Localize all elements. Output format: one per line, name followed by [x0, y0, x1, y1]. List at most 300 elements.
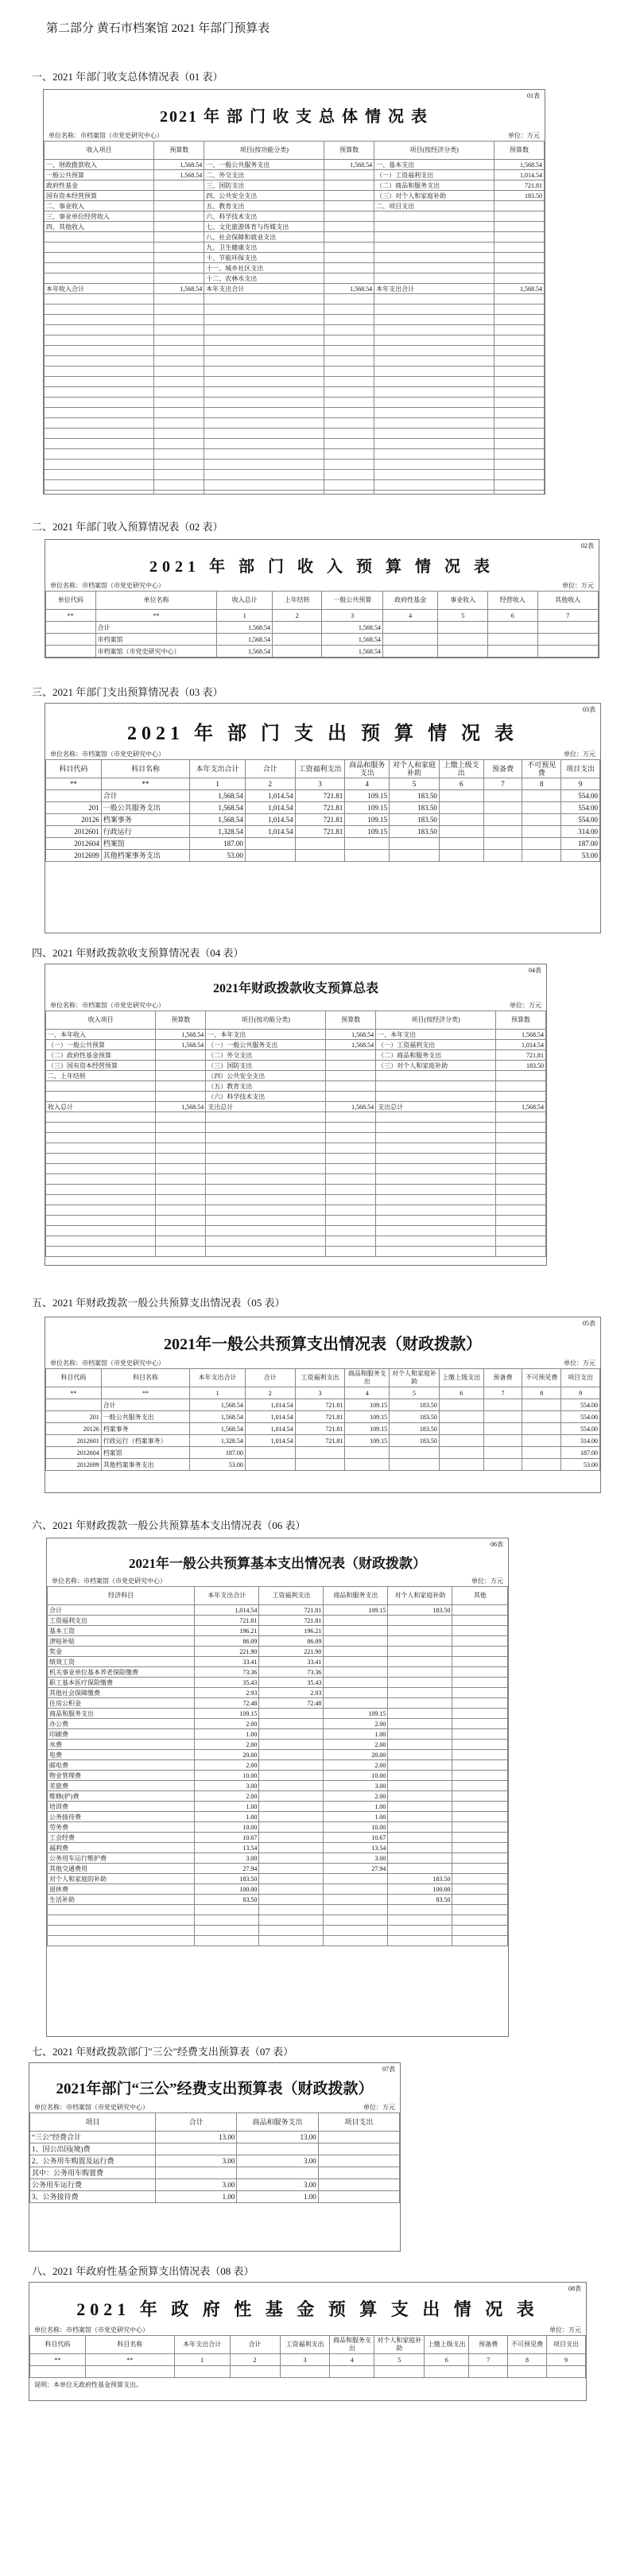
table-cell: 培训费	[48, 1802, 195, 1812]
empty-cell	[156, 1133, 206, 1143]
table-cell: 一、一般公共服务支出	[204, 160, 324, 170]
table-cell	[45, 242, 154, 253]
table-cell: 109.15	[195, 1709, 259, 1719]
table-cell	[382, 634, 438, 646]
table-cell	[388, 1750, 452, 1760]
empty-cell	[324, 1905, 388, 1915]
column-header: 项目	[30, 2113, 156, 2132]
table-cell: 1.00	[195, 1729, 259, 1740]
table-cell	[496, 1092, 546, 1102]
empty-cell	[154, 315, 204, 325]
table-cell: 187.00	[190, 1447, 246, 1459]
empty-cell	[374, 305, 494, 315]
empty-cell	[206, 1123, 326, 1133]
table-cell: 5	[390, 1387, 440, 1399]
empty-cell	[324, 387, 374, 398]
column-header: 预算数	[156, 1011, 206, 1030]
table-cell: 1,568.54	[217, 634, 273, 646]
table-row	[45, 180, 545, 191]
table-cell: 10.00	[324, 1822, 388, 1833]
empty-cell	[496, 1143, 546, 1154]
table-cell	[388, 1812, 452, 1822]
empty-cell	[206, 1205, 326, 1216]
table-row	[45, 191, 545, 201]
table-row	[48, 1781, 508, 1791]
table-cell: 1,014.54	[195, 1605, 259, 1616]
empty-row	[45, 449, 545, 460]
table-cell: 7	[483, 1387, 522, 1399]
empty-cell	[206, 1236, 326, 1247]
table-cell	[324, 222, 374, 232]
empty-cell	[494, 367, 545, 377]
table-cell: 1,568.54	[324, 284, 374, 294]
table-cell: 一、本年支出	[206, 1030, 326, 1040]
empty-cell	[154, 408, 204, 418]
table-row	[46, 1423, 600, 1435]
table-row	[46, 1040, 546, 1050]
column-header: 收入项目	[46, 1011, 156, 1030]
table-cell	[494, 253, 545, 263]
table-cell	[522, 1423, 561, 1435]
empty-row	[48, 1936, 508, 1946]
table-cell	[318, 2155, 399, 2167]
column-header: 收入项目	[45, 142, 154, 160]
empty-cell	[374, 398, 494, 408]
header-row	[46, 1011, 546, 1030]
empty-cell	[494, 480, 545, 491]
table-cell	[522, 1447, 561, 1459]
table-title: 2021 年 部 门 收 入 预 算 情 况 表	[149, 558, 494, 576]
empty-cell	[154, 470, 204, 480]
column-header: 预备费	[483, 760, 522, 778]
table-cell: 档案事务	[101, 814, 190, 826]
table-cell: 档案事务	[101, 1423, 190, 1435]
table-cell	[259, 1833, 324, 1843]
empty-cell	[326, 1143, 376, 1154]
table-cell	[522, 1459, 561, 1471]
table-cell	[324, 1698, 388, 1709]
table-cell: 一、基本支出	[374, 160, 494, 170]
table-cell: 721.81	[295, 826, 345, 838]
table-cell	[46, 1092, 156, 1102]
table-row	[46, 1092, 546, 1102]
empty-cell	[154, 346, 204, 356]
empty-row	[46, 1143, 546, 1154]
column-header: 一般公共预算	[322, 592, 382, 610]
empty-row	[45, 367, 545, 377]
empty-cell	[156, 1205, 206, 1216]
table-cell: 1,568.54	[322, 634, 382, 646]
empty-row	[45, 356, 545, 367]
table-cell: 1,014.54	[496, 1040, 546, 1050]
unit-measure: 单位：万元	[562, 582, 594, 589]
empty-cell	[154, 429, 204, 439]
table-cell: 对个人和家庭的补助	[48, 1874, 195, 1884]
table-cell: 6	[439, 1387, 483, 1399]
table-cell: （三）对个人和家庭补助	[374, 191, 494, 201]
table-cell: **	[101, 1387, 190, 1399]
empty-cell	[154, 449, 204, 460]
table-cell: 721.81	[295, 1435, 345, 1447]
table-cell	[439, 1423, 483, 1435]
table-cell	[388, 1719, 452, 1729]
empty-cell	[154, 480, 204, 491]
column-header: 预备费	[469, 2336, 508, 2354]
empty-row	[45, 398, 545, 408]
empty-cell	[374, 315, 494, 325]
table-row	[46, 790, 600, 802]
table-title: 2021 年 部 门 收 支 总 体 情 况 表	[160, 108, 429, 126]
table-row	[46, 814, 600, 826]
table-cell: 3.00	[156, 2179, 237, 2191]
empty-cell	[206, 1185, 326, 1195]
table-cell: 劳务费	[48, 1822, 195, 1833]
table-cell	[388, 1647, 452, 1657]
table-row	[48, 1626, 508, 1636]
table-cell	[245, 1447, 295, 1459]
unit-measure: 单位：万元	[508, 132, 540, 139]
table-cell: 2.00	[195, 1791, 259, 1802]
table-cell: 109.15	[324, 1605, 388, 1616]
table-row	[48, 1719, 508, 1729]
table-cell	[537, 634, 598, 646]
table-cell: 工会经费	[48, 1833, 195, 1843]
table-02-block	[45, 539, 599, 658]
table-cell: 183.50	[390, 790, 440, 802]
table-cell	[388, 1843, 452, 1853]
empty-cell	[45, 336, 154, 346]
empty-cell	[496, 1154, 546, 1164]
table-cell: （三）对个人和家庭补助	[376, 1061, 496, 1071]
table-cell	[295, 838, 345, 850]
empty-cell	[154, 377, 204, 387]
table-row	[45, 274, 545, 284]
table-cell	[452, 1698, 508, 1709]
empty-cell	[376, 1226, 496, 1236]
table-row	[45, 160, 545, 170]
empty-cell	[45, 377, 154, 387]
table-row	[46, 838, 600, 850]
table-row	[46, 646, 599, 658]
table-cell	[487, 646, 537, 658]
empty-row	[46, 1236, 546, 1247]
table-cell	[452, 1874, 508, 1884]
table-cell: **	[46, 778, 102, 790]
empty-cell	[206, 1164, 326, 1174]
table-cell: 183.50	[390, 826, 440, 838]
table-cell: 其他交通费用	[48, 1864, 195, 1874]
table-cell	[156, 2167, 237, 2179]
empty-cell	[46, 1247, 156, 1257]
empty-cell	[374, 491, 494, 495]
column-header: 合计	[156, 2113, 237, 2132]
empty-cell	[324, 294, 374, 305]
table-cell	[483, 1411, 522, 1423]
table-cell: （二）政府性基金预算	[46, 1050, 156, 1061]
table-cell	[439, 1435, 483, 1447]
table-cell: 5	[438, 610, 488, 622]
table-cell: 7	[537, 610, 598, 622]
table-cell: 2.00	[324, 1760, 388, 1771]
empty-row	[30, 2366, 586, 2378]
table-cell: 1	[217, 610, 273, 622]
table-cell	[156, 1092, 206, 1102]
empty-cell	[156, 1247, 206, 1257]
table-row	[45, 263, 545, 274]
table-cell: 1,568.54	[217, 622, 273, 634]
empty-cell	[496, 1112, 546, 1123]
table-row	[48, 1729, 508, 1740]
table-cell: 八、社会保障和就业支出	[204, 232, 324, 242]
column-header: 工资福利支出	[295, 1369, 345, 1387]
empty-cell	[45, 346, 154, 356]
table-cell: 维修(护)费	[48, 1791, 195, 1802]
empty-cell	[154, 439, 204, 449]
table-cell: 2012699	[46, 1459, 102, 1471]
column-header: 本年支出合计	[190, 1369, 246, 1387]
empty-cell	[376, 1195, 496, 1205]
table-cell: 1,568.54	[190, 1423, 246, 1435]
table-cell	[452, 1750, 508, 1760]
empty-cell	[206, 1133, 326, 1143]
empty-cell	[156, 1195, 206, 1205]
empty-row	[46, 1185, 546, 1195]
table-cell: 2.00	[195, 1740, 259, 1750]
table-cell	[452, 1740, 508, 1750]
empty-cell	[326, 1123, 376, 1133]
empty-cell	[326, 1247, 376, 1257]
table-cell: 1,568.54	[190, 802, 246, 814]
table-cell: 3.00	[237, 2179, 318, 2191]
column-header: 本年支出合计	[190, 760, 246, 778]
table-cell	[388, 1791, 452, 1802]
table-cell: （五）教育支出	[206, 1081, 326, 1092]
table-cell: 721.81	[259, 1616, 324, 1626]
empty-cell	[494, 470, 545, 480]
table-cell	[452, 1884, 508, 1895]
table-cell	[324, 201, 374, 211]
table-cell	[237, 2143, 318, 2155]
column-header: 预算数	[494, 142, 545, 160]
table-row	[48, 1771, 508, 1781]
table-cell	[259, 1771, 324, 1781]
table-row	[45, 222, 545, 232]
empty-cell	[259, 1936, 324, 1946]
table-06-block	[46, 1538, 509, 2037]
empty-row	[45, 480, 545, 491]
table-cell	[376, 1092, 496, 1102]
empty-cell	[494, 449, 545, 460]
table-row	[48, 1822, 508, 1833]
empty-cell	[154, 491, 204, 495]
table-cell: （一）一般公共服务支出	[206, 1040, 326, 1050]
empty-row	[45, 305, 545, 315]
empty-cell	[156, 1236, 206, 1247]
table-cell: 2012601	[46, 826, 102, 838]
table-cell	[452, 1678, 508, 1688]
table-row	[46, 1071, 546, 1081]
table-cell: 五、教育支出	[204, 201, 324, 211]
table-cell: 13.00	[156, 2132, 237, 2143]
table-cell	[259, 1709, 324, 1719]
empty-cell	[326, 1205, 376, 1216]
column-header: 商品和服务支出	[324, 1587, 388, 1605]
table-cell: 9	[561, 778, 600, 790]
empty-cell	[388, 1936, 452, 1946]
form-number: 07表	[382, 2066, 395, 2073]
table-row	[46, 1102, 546, 1112]
table-cell: 3.00	[195, 1853, 259, 1864]
table-cell: 一、财政拨款收入	[45, 160, 154, 170]
table-cell	[388, 1709, 452, 1719]
table-cell	[452, 1822, 508, 1833]
table-cell	[452, 1791, 508, 1802]
table-cell	[259, 1750, 324, 1760]
table-cell: 183.50	[388, 1874, 452, 1884]
column-header: 对个人和家庭补助	[390, 1369, 440, 1387]
table-row	[45, 170, 545, 180]
empty-cell	[324, 460, 374, 470]
table-cell: 2012699	[46, 850, 102, 862]
table-cell: （六）科学技术支出	[206, 1092, 326, 1102]
table-cell: 基本工资	[48, 1626, 195, 1636]
table-cell: 1,568.54	[217, 646, 273, 658]
table-cell: 13.54	[195, 1843, 259, 1853]
table-cell	[390, 1459, 440, 1471]
empty-cell	[195, 1926, 259, 1936]
table-cell: 三、事业单位经营收入	[45, 211, 154, 222]
empty-cell	[230, 2366, 280, 2378]
empty-cell	[388, 1905, 452, 1915]
empty-cell	[204, 315, 324, 325]
table-cell: 1,014.54	[245, 814, 295, 826]
empty-row	[45, 460, 545, 470]
table-cell: 四、其他收入	[45, 222, 154, 232]
table-cell: 5	[390, 778, 440, 790]
table-cell	[388, 1740, 452, 1750]
table-row	[46, 634, 599, 646]
table-row	[46, 1081, 546, 1092]
table-cell: 一、本年收入	[46, 1030, 156, 1040]
empty-cell	[496, 1133, 546, 1143]
empty-cell	[45, 408, 154, 418]
table-cell: （四）公共安全支出	[206, 1071, 326, 1081]
table-cell: 187.00	[190, 838, 246, 850]
table-cell: 83.50	[388, 1895, 452, 1905]
table-cell: 554.00	[561, 1411, 600, 1423]
table-05	[45, 1368, 600, 1471]
table-cell: 职工基本医疗保险缴费	[48, 1678, 195, 1688]
empty-cell	[376, 1143, 496, 1154]
table-cell: 2	[230, 2354, 280, 2366]
table-cell	[390, 850, 440, 862]
table-cell	[439, 1459, 483, 1471]
table-cell	[452, 1626, 508, 1636]
table-cell	[237, 2167, 318, 2179]
table-cell	[388, 1822, 452, 1833]
table-cell: 10.00	[195, 1771, 259, 1781]
header-row	[30, 2336, 586, 2354]
empty-cell	[326, 1195, 376, 1205]
column-header: 项目支出	[561, 760, 600, 778]
table-cell	[483, 1447, 522, 1459]
empty-cell	[204, 387, 324, 398]
section-heading-03: 三、2021 年部门支出预算情况表（03 表）	[32, 686, 223, 698]
table-row	[48, 1657, 508, 1667]
empty-cell	[324, 325, 374, 336]
table-meta	[45, 581, 599, 591]
table-07	[29, 2112, 400, 2203]
table-cell: 本年支出合计	[204, 284, 324, 294]
empty-cell	[46, 1236, 156, 1247]
empty-cell	[376, 1205, 496, 1216]
table-cell	[390, 1447, 440, 1459]
column-header: 项目支出	[546, 2336, 585, 2354]
table-cell: 1,568.54	[190, 790, 246, 802]
table-cell	[45, 232, 154, 242]
table-row	[45, 284, 545, 294]
table-cell: 九、卫生健康支出	[204, 242, 324, 253]
empty-cell	[374, 356, 494, 367]
empty-cell	[326, 1185, 376, 1195]
table-cell: 差旅费	[48, 1781, 195, 1791]
table-cell	[439, 1399, 483, 1411]
table-cell: 9	[546, 2354, 585, 2366]
empty-cell	[494, 439, 545, 449]
empty-cell	[324, 346, 374, 356]
empty-cell	[374, 408, 494, 418]
header-row	[46, 1369, 600, 1387]
table-cell: （三）国防支出	[206, 1061, 326, 1071]
empty-cell	[30, 2366, 86, 2378]
empty-cell	[206, 1216, 326, 1226]
empty-cell	[195, 1915, 259, 1926]
empty-cell	[494, 460, 545, 470]
table-cell	[452, 1636, 508, 1647]
table-cell: 100.00	[388, 1884, 452, 1895]
empty-row	[46, 1112, 546, 1123]
empty-cell	[376, 1123, 496, 1133]
table-row	[46, 1411, 600, 1423]
table-cell	[494, 211, 545, 222]
table-cell: （一）工资福利支出	[376, 1040, 496, 1050]
table-cell	[156, 1050, 206, 1061]
table-cell	[324, 1678, 388, 1688]
empty-row	[45, 439, 545, 449]
table-row	[48, 1636, 508, 1647]
table-cell: **	[85, 2354, 174, 2366]
table-08	[29, 2335, 586, 2378]
table-cell: 109.15	[345, 1411, 390, 1423]
table-cell: 13.00	[237, 2132, 318, 2143]
empty-cell	[452, 1905, 508, 1915]
table-cell	[46, 634, 96, 646]
table-cell	[496, 1071, 546, 1081]
table-cell	[390, 838, 440, 850]
table-row	[46, 1459, 600, 1471]
table-cell: 1,328.54	[190, 826, 246, 838]
table-meta	[45, 750, 600, 759]
table-cell	[345, 838, 390, 850]
form-number: 02表	[581, 542, 594, 549]
unit-measure: 单位：万元	[549, 2326, 581, 2334]
table-cell	[439, 814, 483, 826]
table-row	[48, 1802, 508, 1812]
empty-cell	[204, 491, 324, 495]
table-cell	[494, 201, 545, 211]
table-cell: 554.00	[561, 1399, 600, 1411]
empty-row	[46, 1195, 546, 1205]
